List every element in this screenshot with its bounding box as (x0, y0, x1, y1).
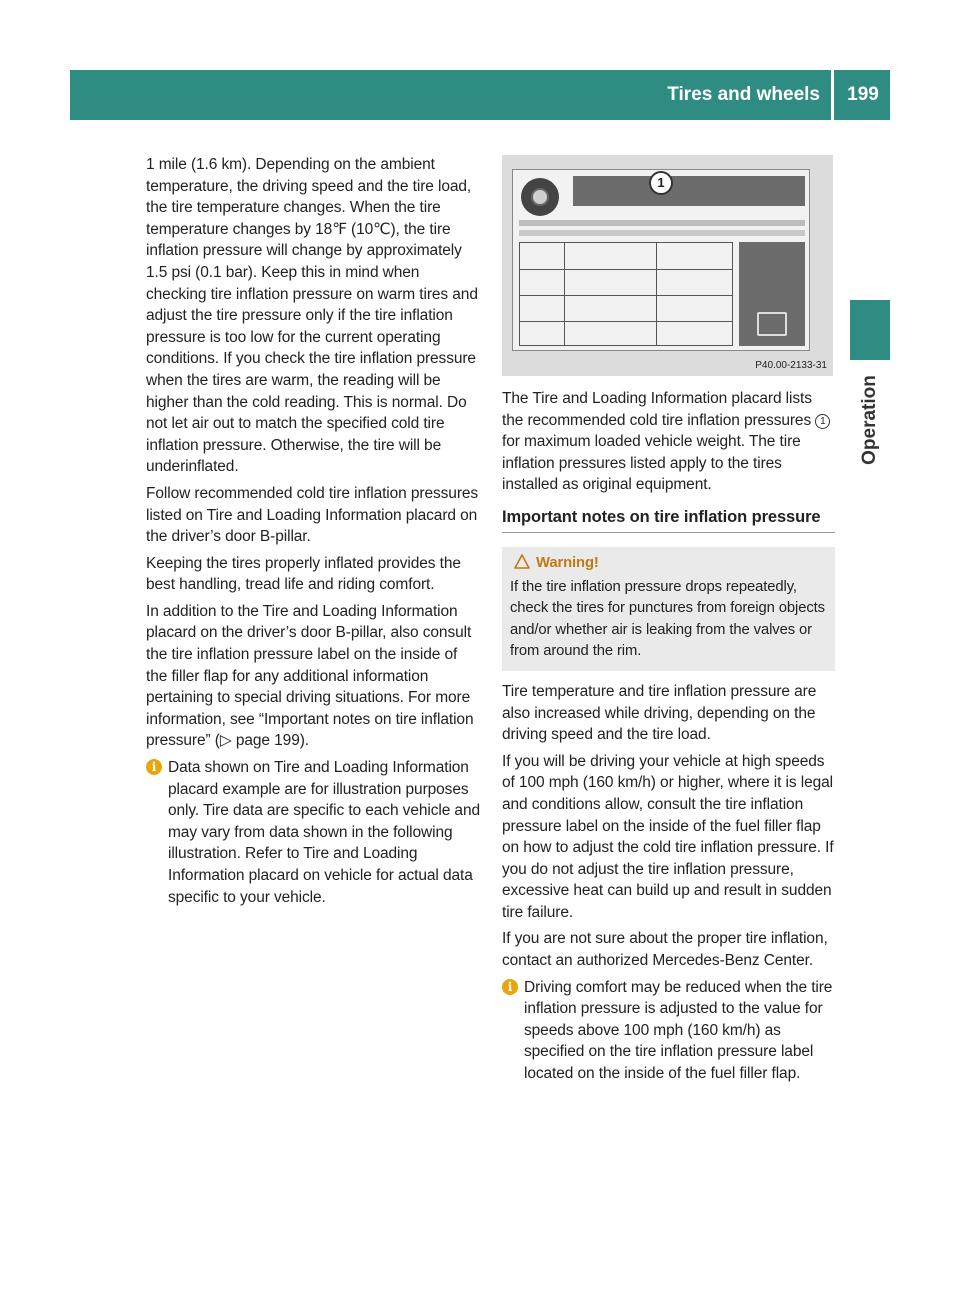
info-note-text: Driving comfort may be reduced when the tire inflation pressure is adjusted to the value for speeds above 100 mph (160 km/h) as specified on the tire inflation pressure label located on the inside of the fuel filler flap. (524, 978, 833, 1083)
placard-text-strip (519, 220, 805, 226)
book-icon (757, 312, 787, 336)
info-note (146, 757, 482, 908)
info-note (502, 977, 835, 1085)
section-title: Tires and wheels (667, 84, 820, 105)
caption-text: The Tire and Loading Information placard lists the recommended cold tire inflation pressures (502, 390, 812, 429)
header-divider (831, 70, 834, 120)
paragraph: If you will be driving your vehicle at high speeds of 100 mph (160 km/h) or higher, where it is legal and conditions allow, consult the tire inflation pressure label on the inside of the fuel filler flap on how to adjust the cold tire inflation pressure. If you do not adjust the tire inflation pressure, excessive heat can build up and result in sudden tire failure. (502, 752, 834, 921)
right-column (502, 388, 835, 1085)
info-note-text: Data shown on Tire and Loading Information placard example are for illustration purposes only. Tire data are specific to each vehicle and may vary from data shown in the following illustration. Refer to Tire and Loading Information placard on vehicle for actual data specific to your vehicle. (168, 759, 480, 906)
tire-placard-figure (502, 155, 833, 376)
paragraph: If you are not sure about the proper tire inflation, contact an authorized Mercedes-Benz Center. (502, 930, 828, 970)
warning-triangle-icon (514, 554, 530, 569)
caption-text: for maximum loaded vehicle weight. The tire inflation pressures listed apply to the tires installed as original equipment. (502, 433, 801, 494)
page-number: 199 (847, 84, 879, 105)
see-owners-manual-box (739, 242, 805, 346)
callout-reference: 1 (815, 414, 830, 429)
warning-heading (514, 553, 827, 575)
info-icon: i (502, 979, 518, 995)
page-header (70, 70, 890, 120)
tire-placard-image (512, 169, 810, 351)
info-icon: i (146, 759, 162, 775)
paragraph: Keeping the tires properly inflated provides the best handling, tread life and riding comfort. (146, 554, 461, 594)
left-column (146, 154, 482, 908)
paragraph: 1 mile (1.6 km). Depending on the ambient temperature, the driving speed and the tire load, the tire temperature changes. When the tire temperature changes by 18℉ (10℃), the tire inflation pressure will change by approximately 1.5 psi (0.1 bar). Keep this in mind when checking tire inflation pressure on warm tires and adjust the tire pressure only if the tire inflation pressure is too low for the current operating conditions. If you check the tire inflation pressure when the tires are warm, the reading will be higher than the cold reading. This is normal. Do not let air out to match the specified cold tire inflation pressure. Otherwise, the tire will be underinflated. (146, 156, 478, 476)
warning-text: If the tire inflation pressure drops repeatedly, check the tires for punctures from foreign objects and/or whether air is leaking from the valves or from around the rim. (510, 578, 825, 660)
callout-marker: 1 (649, 171, 673, 195)
placard-text-strip (519, 230, 805, 236)
figure-caption (502, 388, 835, 496)
wheel-icon (521, 178, 559, 216)
paragraph: Follow recommended cold tire inflation pressures listed on Tire and Loading Information placard on the driver’s door B-pillar. (146, 484, 479, 546)
figure-code: P40.00-2133-31 (755, 360, 827, 371)
side-tab-marker (850, 300, 890, 360)
paragraph: Tire temperature and tire inflation pressure are also increased while driving, depending on the driving speed and the tire load. (502, 682, 817, 744)
section-heading: Important notes on tire inflation pressure (502, 506, 835, 533)
placard-pressure-table (519, 242, 733, 346)
warning-title: Warning! (536, 554, 599, 571)
warning-box (502, 547, 835, 671)
side-tab-label: Operation (859, 375, 880, 465)
paragraph: In addition to the Tire and Loading Information placard on the driver’s door B-pillar, also consult the tire inflation pressure label on the inside of the filler flap for any additional information pertaining to special driving situations. For more information, see “Important notes on tire inflation pressure” (▷ page 199). (146, 602, 474, 750)
placard-banner (573, 176, 805, 206)
